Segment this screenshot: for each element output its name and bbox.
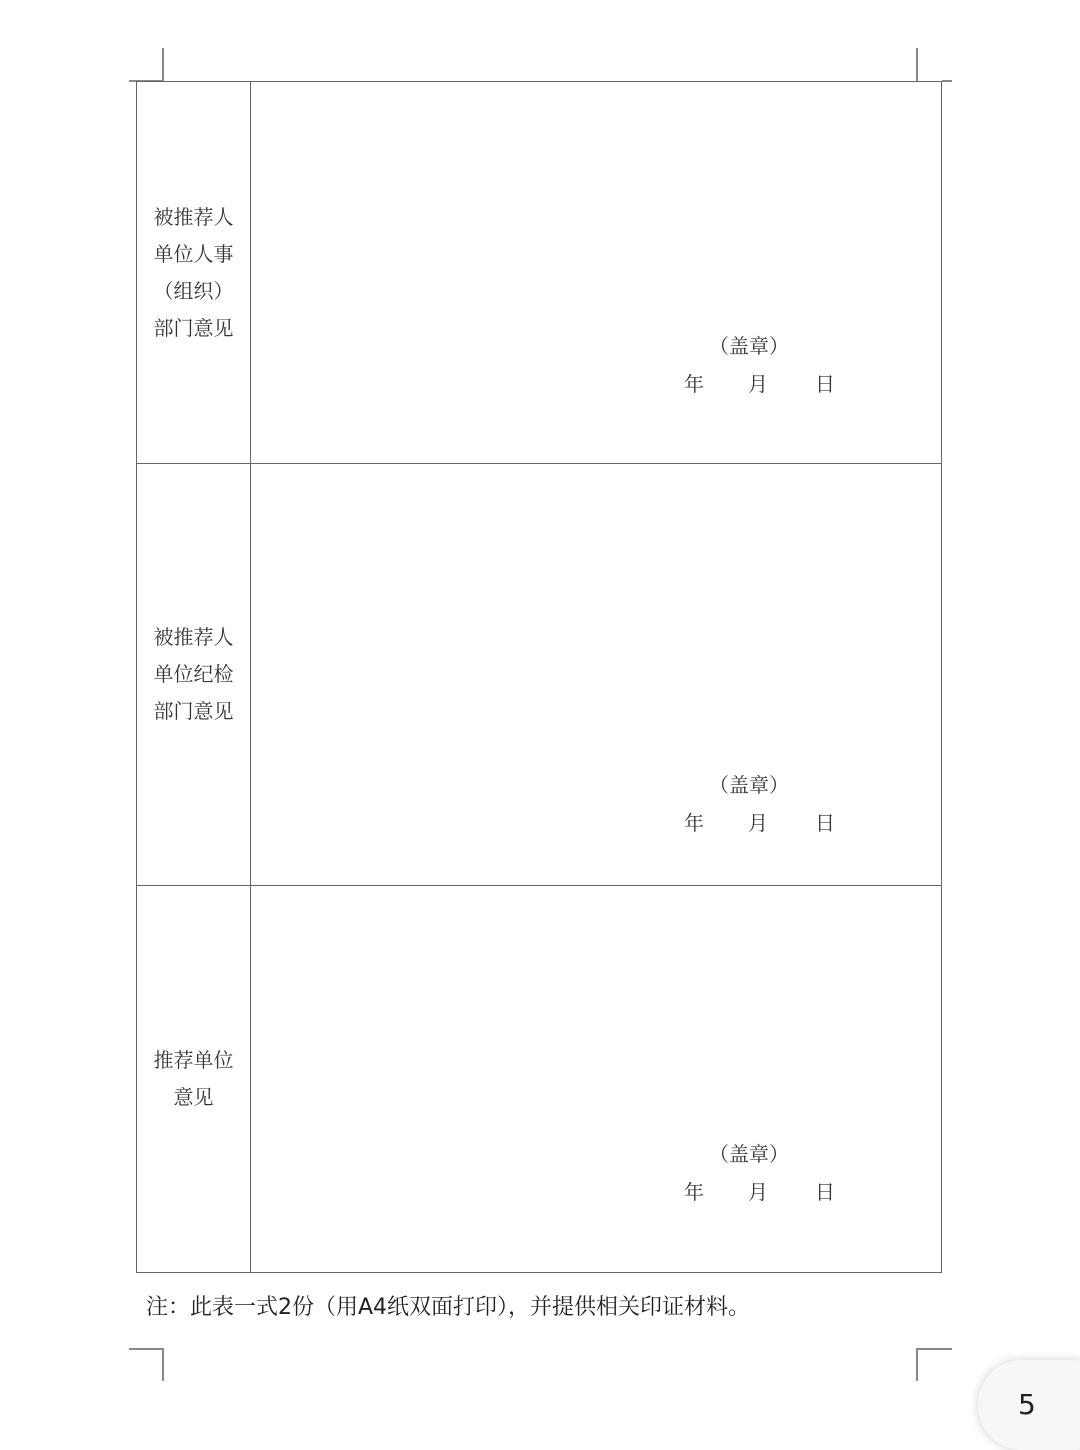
date-day-label: 日 bbox=[815, 811, 835, 835]
label-line: 推荐单位 bbox=[153, 1048, 234, 1072]
label-line: 被推荐人 bbox=[153, 625, 234, 649]
table-row bbox=[137, 464, 942, 886]
label-line: 被推荐人 bbox=[153, 204, 234, 229]
form-footnote: 注：此表一式2份（用A4纸双面打印），并提供相关印证材料。 bbox=[146, 1295, 751, 1320]
label-cell-hr-opinion bbox=[137, 82, 251, 464]
crop-mark-bottom-right-h bbox=[916, 1348, 952, 1350]
label-line: 部门意见 bbox=[153, 315, 234, 340]
label-line: 部门意见 bbox=[153, 699, 234, 723]
seal-label: （盖章） bbox=[709, 1142, 789, 1166]
date-day-label: 日 bbox=[815, 372, 835, 396]
crop-mark-bottom-left-h bbox=[129, 1348, 162, 1350]
seal-label: （盖章） bbox=[709, 773, 789, 797]
table-row bbox=[137, 82, 942, 464]
opinion-cell-discipline[interactable] bbox=[251, 464, 942, 886]
date-month-label: 月 bbox=[748, 1180, 768, 1204]
crop-mark-bottom-right-v bbox=[916, 1348, 918, 1381]
seal-label: （盖章） bbox=[709, 334, 789, 358]
table-row bbox=[137, 886, 942, 1273]
label-line: 意见 bbox=[173, 1085, 214, 1109]
date-day-label: 日 bbox=[815, 1180, 835, 1204]
date-year-label: 年 bbox=[684, 811, 704, 835]
crop-mark-top-left-v bbox=[162, 48, 164, 81]
opinion-cell-hr[interactable] bbox=[251, 82, 942, 464]
crop-mark-top-right-h bbox=[942, 80, 952, 82]
opinion-form-table bbox=[136, 81, 942, 1273]
label-line: 单位纪检 bbox=[153, 662, 234, 686]
crop-mark-bottom-left-v bbox=[162, 1348, 164, 1381]
date-month-label: 月 bbox=[748, 372, 768, 396]
crop-mark-top-right-v bbox=[916, 48, 918, 81]
opinion-cell-recommending-unit[interactable] bbox=[251, 886, 942, 1273]
label-cell-recommending-unit-opinion bbox=[137, 886, 251, 1273]
date-year-label: 年 bbox=[684, 372, 704, 396]
label-line: 单位人事 bbox=[153, 241, 234, 266]
label-line: （组织） bbox=[153, 278, 234, 303]
page-number: 5 bbox=[1018, 1388, 1036, 1421]
date-month-label: 月 bbox=[748, 811, 768, 835]
page-number-badge[interactable] bbox=[978, 1360, 1080, 1450]
date-year-label: 年 bbox=[684, 1180, 704, 1204]
label-cell-discipline-opinion bbox=[137, 464, 251, 886]
